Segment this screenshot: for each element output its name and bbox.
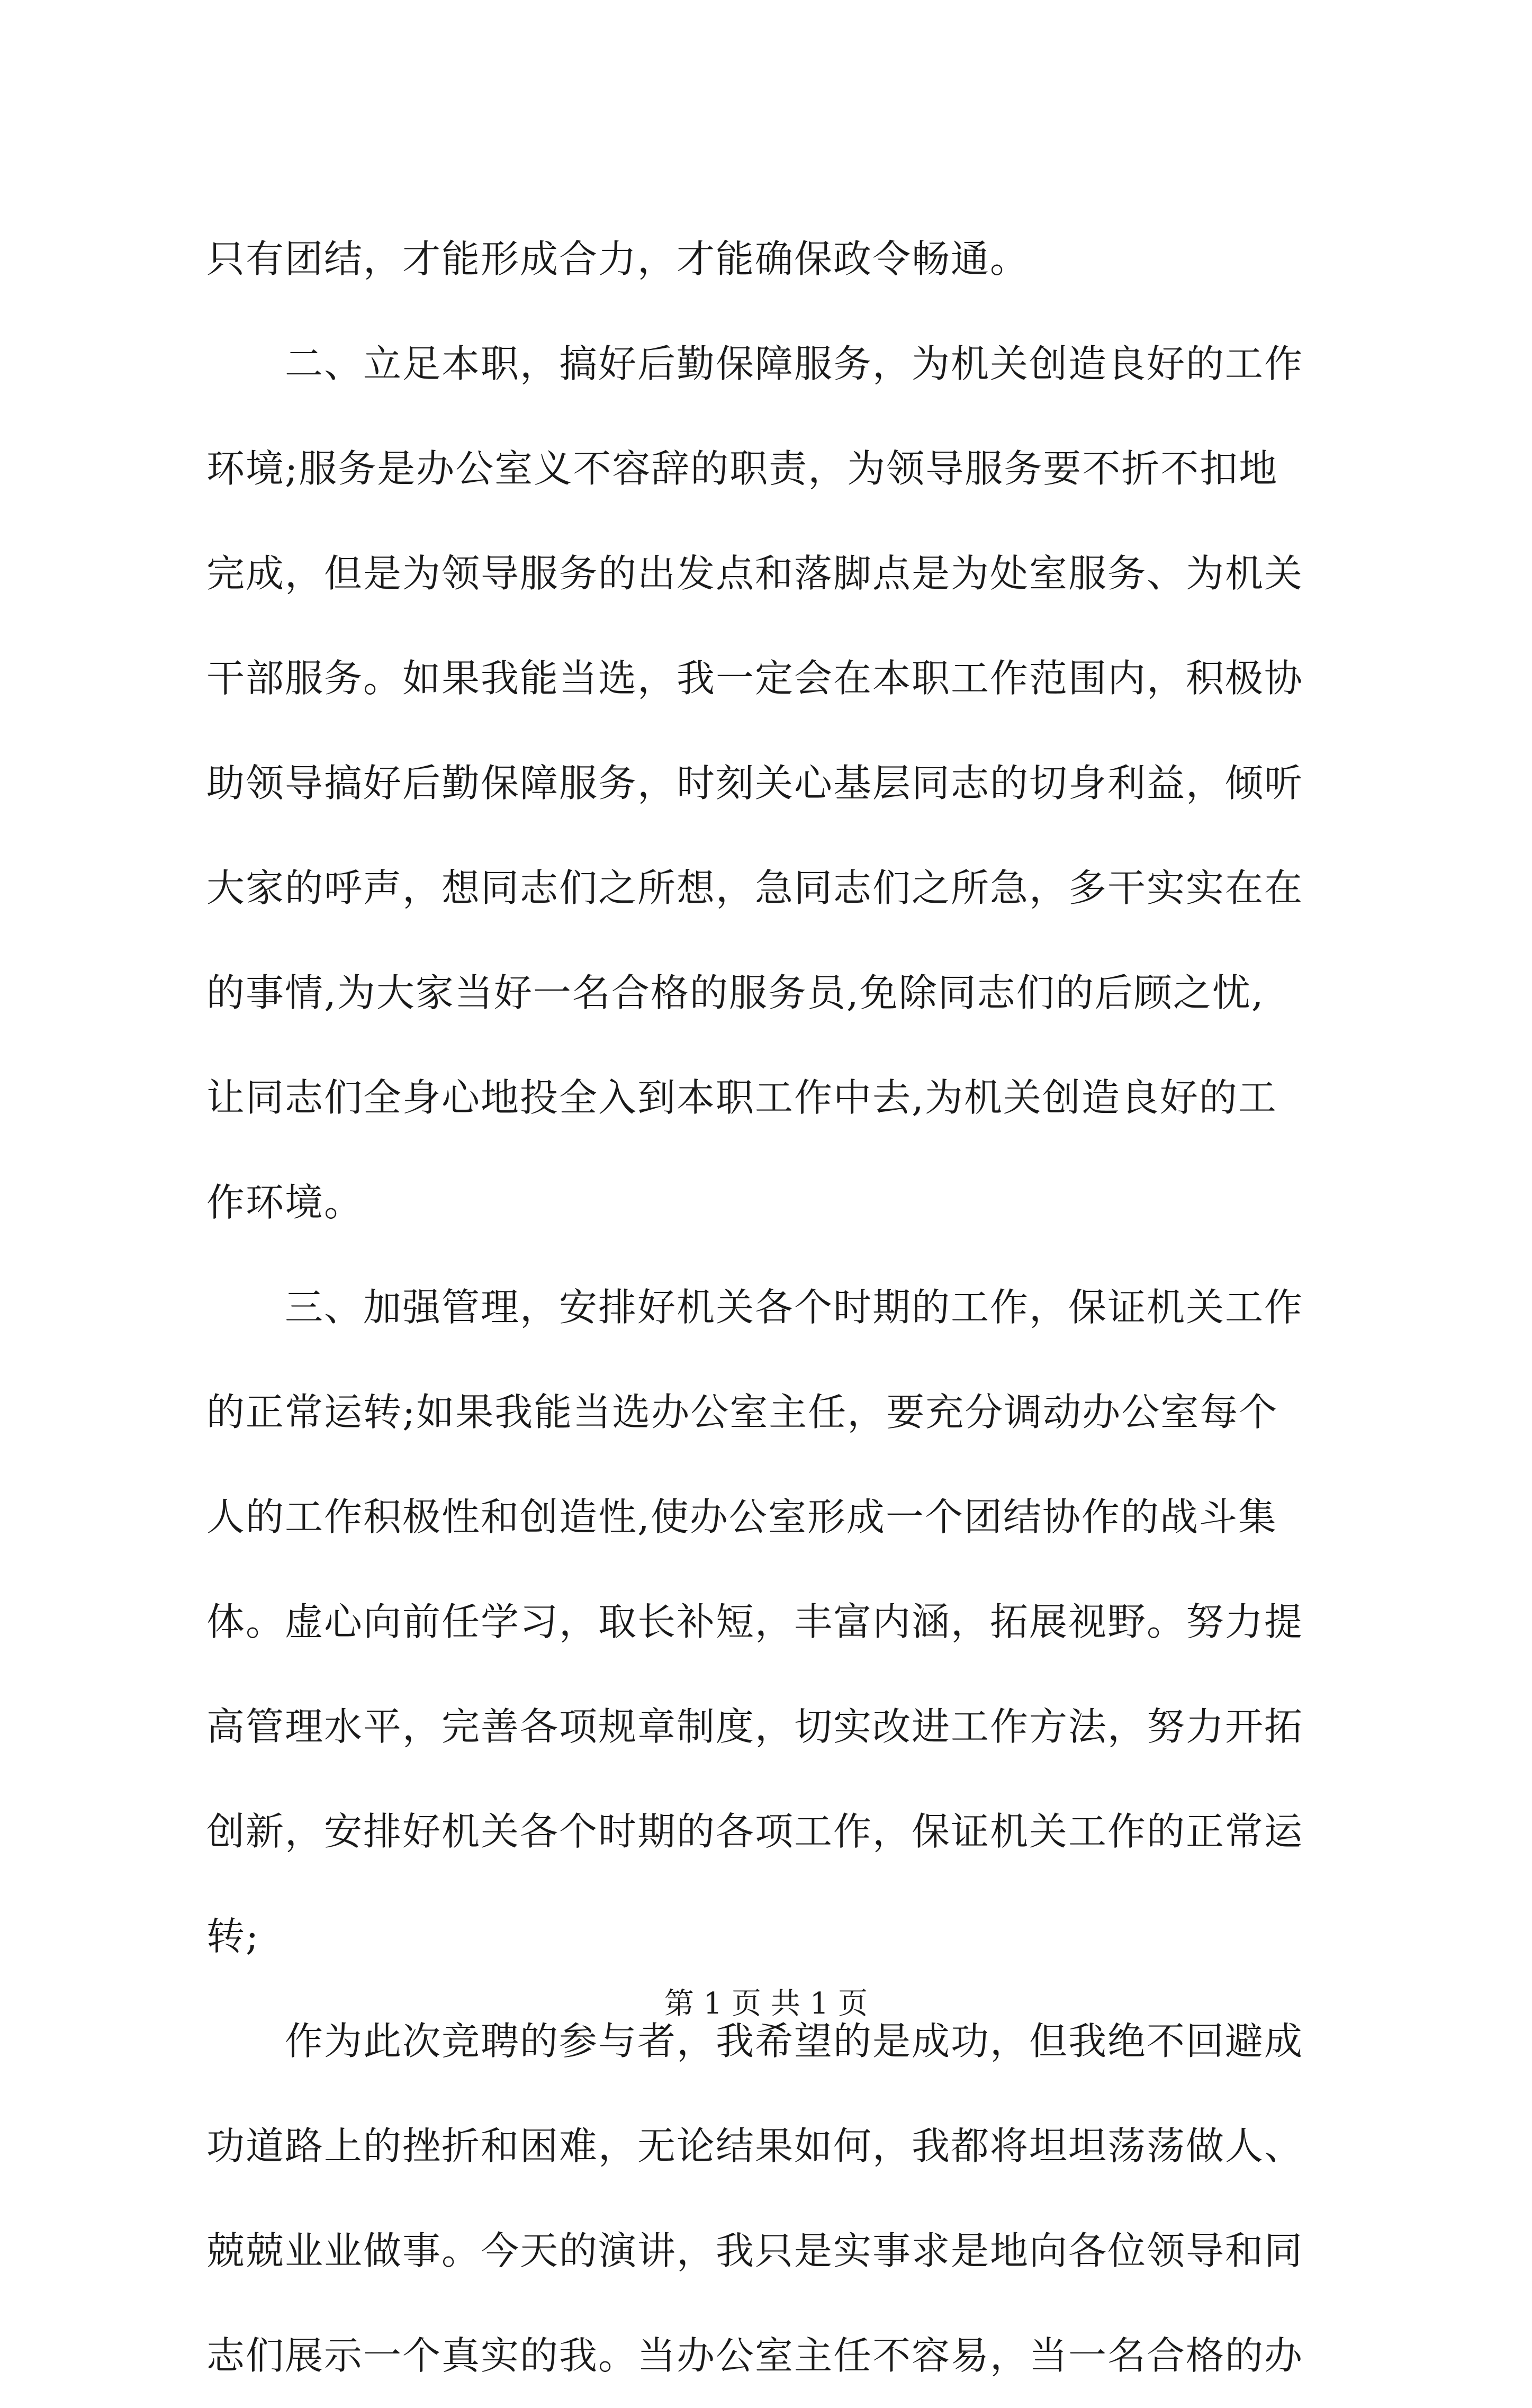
- text-line: 作为此次竞聘的参与者，我希望的是成功，但我绝不回避成: [206, 2019, 1304, 2063]
- text-line: 的正常运转;如果我能当选办公室主任，要充分调动办公室每个: [206, 1390, 1278, 1434]
- text-line: 创新，安排好机关各个时期的各项工作，保证机关工作的正常运: [206, 1809, 1304, 1854]
- text-line: 大家的呼声，想同志们之所想，急同志们之所急，多干实实在在: [206, 866, 1304, 910]
- text-line: 高管理水平，完善各项规章制度，切实改进工作方法，努力开拓: [206, 1704, 1304, 1749]
- text-line: 完成，但是为领导服务的出发点和落脚点是为处室服务、为机关: [206, 551, 1304, 596]
- text-line: 的事情,为大家当好一名合格的服务员,免除同志们的后顾之忧,: [206, 971, 1265, 1015]
- text-line: 兢兢业业做事。今天的演讲，我只是实事求是地向各位领导和同: [206, 2229, 1304, 2273]
- text-line: 三、加强管理，安排好机关各个时期的工作，保证机关工作: [206, 1285, 1304, 1329]
- page-footer: [0, 1983, 1532, 2025]
- text-line: 助领导搞好后勤保障服务，时刻关心基层同志的切身利益，倾听: [206, 761, 1304, 805]
- text-line: 让同志们全身心地投全入到本职工作中去,为机关创造良好的工: [206, 1075, 1277, 1120]
- text-line: 功道路上的挫折和困难，无论结果如何，我都将坦坦荡荡做人、: [206, 2124, 1304, 2168]
- text-line: 干部服务。如果我能当选，我一定会在本职工作范围内，积极协: [206, 656, 1304, 700]
- page-number: 第 1 页 共 1 页: [664, 1987, 868, 2021]
- text-line: 体。虚心向前任学习，取长补短，丰富内涵，拓展视野。努力提: [206, 1600, 1304, 1644]
- text-line: 人的工作积极性和创造性,使办公室形成一个团结协作的战斗集: [206, 1495, 1277, 1539]
- text-line: 作环境。: [206, 1180, 364, 1225]
- document-body: [206, 206, 1329, 2408]
- text-line: 转;: [206, 1914, 260, 1958]
- text-line: 志们展示一个真实的我。当办公室主任不容易，当一名合格的办: [206, 2333, 1304, 2378]
- text-line: 二、立足本职，搞好后勤保障服务，为机关创造良好的工作: [206, 342, 1304, 386]
- text-line: 环境;服务是办公室义不容辞的职责，为领导服务要不折不扣地: [206, 446, 1278, 491]
- text-line: 只有团结，才能形成合力，才能确保政令畅通。: [206, 237, 1030, 281]
